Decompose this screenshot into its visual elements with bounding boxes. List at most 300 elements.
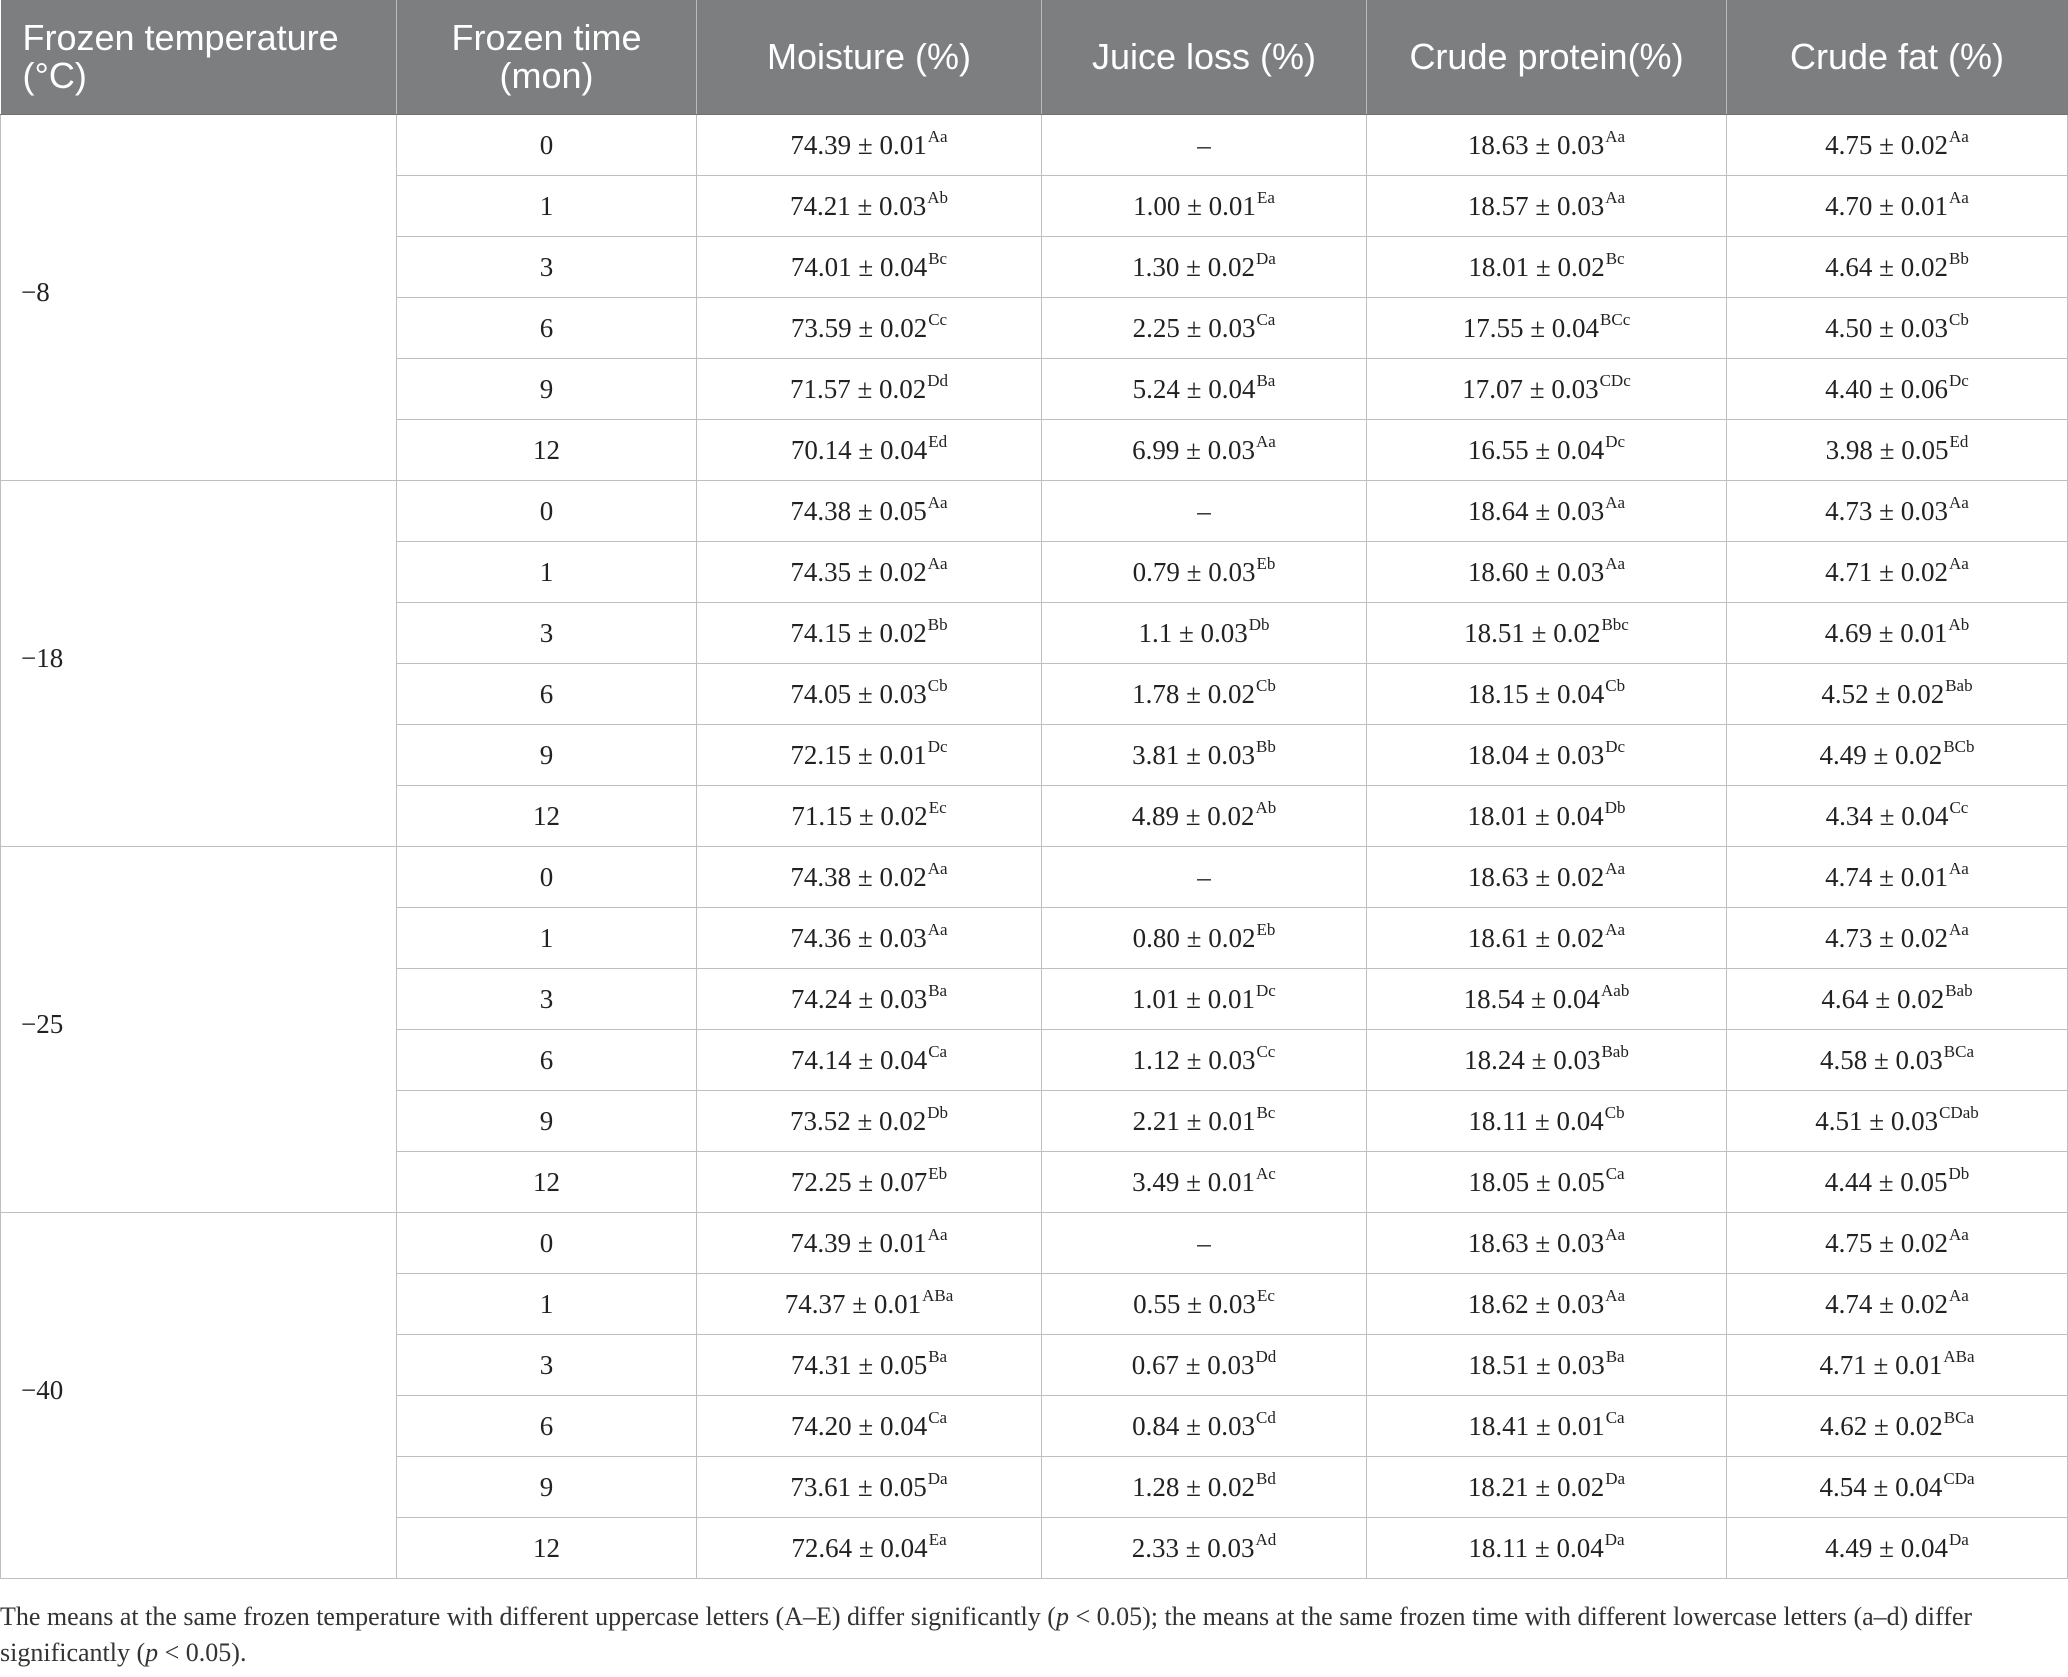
- significance-superscript: BCa: [1943, 1407, 1975, 1427]
- crude-fat-cell: [1727, 1518, 2068, 1579]
- crude-protein-cell: [1367, 1091, 1727, 1152]
- cell-value: 4.50 ± 0.03: [1825, 312, 1948, 343]
- cell-value: 4.40 ± 0.06: [1825, 373, 1948, 404]
- cell-value: 74.15 ± 0.02: [790, 617, 927, 648]
- frozen-temperature-cell: −8: [1, 115, 397, 481]
- juice-loss-cell: [1042, 1152, 1367, 1213]
- frozen-time-cell: 9: [397, 1457, 697, 1518]
- juice-loss-cell: [1042, 603, 1367, 664]
- juice-loss-cell: [1042, 237, 1367, 298]
- juice-loss-cell: [1042, 359, 1367, 420]
- crude-fat-cell: [1727, 237, 2068, 298]
- significance-superscript: CDc: [1599, 370, 1631, 390]
- moisture-cell: [697, 786, 1042, 847]
- significance-superscript: Ea: [928, 1529, 947, 1549]
- footnote-p-symbol: p: [145, 1638, 159, 1667]
- cell-value: 1.28 ± 0.02: [1132, 1471, 1255, 1502]
- significance-superscript: Cc: [1949, 797, 1969, 817]
- header-unit: (°C): [22, 55, 87, 96]
- significance-superscript: Da: [1949, 1529, 1969, 1549]
- significance-superscript: Dc: [1605, 431, 1626, 451]
- frozen-time-cell: 12: [397, 1518, 697, 1579]
- significance-superscript: Aa: [1949, 1285, 1969, 1305]
- cell-value: 18.57 ± 0.03: [1467, 190, 1605, 221]
- cell-value: 74.36 ± 0.03: [790, 922, 927, 953]
- juice-loss-cell: [1042, 176, 1367, 237]
- footnote-text: The means at the same frozen temperature with different uppercase letters (A–E) differ significantly (: [0, 1602, 1056, 1631]
- cell-value: 16.55 ± 0.04: [1467, 434, 1605, 465]
- frozen-time-cell: 3: [397, 969, 697, 1030]
- crude-fat-cell: [1727, 542, 2068, 603]
- header-frozen-time: [397, 0, 697, 115]
- juice-loss-cell: [1042, 664, 1367, 725]
- cell-value: 18.60 ± 0.03: [1467, 556, 1605, 587]
- cell-value: 1.00 ± 0.01: [1133, 190, 1256, 221]
- footnote-p-symbol: p: [1055, 1602, 1069, 1631]
- juice-loss-cell: [1042, 1274, 1367, 1335]
- significance-superscript: Da: [1256, 248, 1276, 268]
- cell-value: 18.01 ± 0.04: [1467, 800, 1604, 831]
- header-unit: (mon): [499, 55, 594, 96]
- cell-value: 72.64 ± 0.04: [791, 1532, 928, 1563]
- significance-superscript: BCb: [1943, 736, 1975, 756]
- table-body: [1, 115, 2068, 1579]
- significance-superscript: Aa: [1605, 126, 1626, 146]
- significance-superscript: Bc: [1256, 1102, 1276, 1122]
- cell-value: 18.01 ± 0.02: [1468, 251, 1605, 282]
- frozen-time-cell: 0: [397, 115, 697, 176]
- crude-protein-cell: [1367, 237, 1727, 298]
- significance-superscript: Aa: [927, 1224, 948, 1244]
- cell-value: 3.81 ± 0.03: [1132, 739, 1255, 770]
- crude-fat-cell: [1727, 176, 2068, 237]
- cell-value: 4.54 ± 0.04: [1819, 1471, 1943, 1502]
- frozen-temperature-cell: −25: [1, 847, 397, 1213]
- cell-value: 1.1 ± 0.03: [1138, 617, 1248, 648]
- moisture-cell: [697, 115, 1042, 176]
- cell-value: 18.51 ± 0.03: [1468, 1349, 1605, 1380]
- significance-superscript: Bc: [1605, 248, 1625, 268]
- cell-value: 0.84 ± 0.03: [1132, 1410, 1255, 1441]
- cell-value: 73.59 ± 0.02: [790, 312, 928, 343]
- cell-value: 6.99 ± 0.03: [1132, 434, 1255, 465]
- moisture-cell: [697, 664, 1042, 725]
- header-crude-protein: [1367, 0, 1727, 115]
- moisture-cell: [697, 1030, 1042, 1091]
- crude-protein-cell: [1367, 176, 1727, 237]
- moisture-cell: [697, 481, 1042, 542]
- footnote-text: < 0.05); the means at the same frozen time with different lowercase letters (a–d) differ significantly (: [0, 1602, 1973, 1667]
- significance-superscript: BCc: [1600, 309, 1631, 329]
- significance-superscript: Bb: [1948, 248, 1969, 268]
- significance-superscript: Dc: [927, 736, 948, 756]
- crude-protein-cell: [1367, 481, 1727, 542]
- cell-value: 4.74 ± 0.01: [1825, 861, 1948, 892]
- cell-value: 4.73 ± 0.03: [1825, 495, 1948, 526]
- crude-fat-cell: [1727, 1457, 2068, 1518]
- significance-superscript: Aa: [1949, 919, 1969, 939]
- frozen-time-cell: 6: [397, 1396, 697, 1457]
- cell-value: 4.51 ± 0.03: [1815, 1105, 1939, 1136]
- crude-fat-cell: [1727, 1396, 2068, 1457]
- frozen-time-cell: 9: [397, 1091, 697, 1152]
- significance-superscript: Eb: [928, 1163, 948, 1183]
- header-label: Crude fat (%): [1789, 36, 2005, 77]
- juice-loss-cell: [1042, 847, 1367, 908]
- significance-superscript: CDa: [1943, 1468, 1975, 1488]
- crude-protein-cell: [1367, 603, 1727, 664]
- frozen-time-cell: 9: [397, 359, 697, 420]
- crude-fat-cell: [1727, 725, 2068, 786]
- significance-superscript: Aa: [927, 492, 948, 512]
- crude-fat-cell: [1727, 603, 2068, 664]
- frozen-time-cell: 0: [397, 1213, 697, 1274]
- crude-fat-cell: [1727, 115, 2068, 176]
- cell-value: 3.49 ± 0.01: [1132, 1166, 1255, 1197]
- table-footnote: [0, 1599, 2060, 1671]
- cell-value: 74.31 ± 0.05: [790, 1349, 928, 1380]
- moisture-cell: [697, 542, 1042, 603]
- significance-superscript: Bab: [1945, 980, 1973, 1000]
- significance-superscript: Ad: [1255, 1529, 1277, 1549]
- significance-superscript: Aa: [1605, 919, 1626, 939]
- cell-value: 1.12 ± 0.03: [1132, 1044, 1256, 1075]
- moisture-cell: [697, 725, 1042, 786]
- crude-protein-cell: [1367, 664, 1727, 725]
- crude-fat-cell: [1727, 481, 2068, 542]
- significance-superscript: Aa: [1256, 431, 1276, 451]
- cell-value: 18.61 ± 0.02: [1467, 922, 1605, 953]
- frozen-temperature-cell: −40: [1, 1213, 397, 1579]
- frozen-time-cell: 1: [397, 1274, 697, 1335]
- significance-superscript: Db: [1248, 614, 1270, 634]
- significance-superscript: Ba: [928, 1346, 948, 1366]
- significance-superscript: Cb: [927, 675, 948, 695]
- juice-loss-cell: [1042, 908, 1367, 969]
- cell-value: 1.78 ± 0.02: [1132, 678, 1255, 709]
- frozen-time-cell: 12: [397, 420, 697, 481]
- table-header: [1, 0, 2068, 115]
- significance-superscript: Aa: [927, 858, 948, 878]
- cell-value: 74.21 ± 0.03: [789, 190, 927, 221]
- cell-value: 4.74 ± 0.02: [1825, 1288, 1948, 1319]
- frozen-time-cell: 0: [397, 847, 697, 908]
- cell-value: 4.64 ± 0.02: [1825, 251, 1948, 282]
- frozen-time-cell: 6: [397, 1030, 697, 1091]
- cell-value: 74.14 ± 0.04: [790, 1044, 928, 1075]
- crude-protein-cell: [1367, 847, 1727, 908]
- moisture-cell: [697, 1274, 1042, 1335]
- cell-value: 0.80 ± 0.02: [1132, 922, 1256, 953]
- frozen-time-cell: 0: [397, 481, 697, 542]
- cell-value: 2.21 ± 0.01: [1132, 1105, 1256, 1136]
- crude-protein-cell: [1367, 1457, 1727, 1518]
- moisture-cell: [697, 420, 1042, 481]
- header-moisture: [697, 0, 1042, 115]
- significance-superscript: Cd: [1255, 1407, 1276, 1427]
- significance-superscript: ABa: [922, 1285, 954, 1305]
- cell-value: 2.25 ± 0.03: [1132, 312, 1256, 343]
- cell-value: 4.71 ± 0.02: [1825, 556, 1948, 587]
- crude-protein-cell: [1367, 1152, 1727, 1213]
- crude-protein-cell: [1367, 969, 1727, 1030]
- significance-superscript: Ba: [1605, 1346, 1625, 1366]
- crude-fat-cell: [1727, 847, 2068, 908]
- cell-value: 18.63 ± 0.03: [1467, 129, 1605, 160]
- cell-value: 4.58 ± 0.03: [1819, 1044, 1943, 1075]
- significance-superscript: Cc: [1256, 1041, 1276, 1061]
- frozen-temperature-cell: −18: [1, 481, 397, 847]
- cell-value: 17.55 ± 0.04: [1462, 312, 1600, 343]
- significance-superscript: Ac: [1256, 1163, 1276, 1183]
- cell-value: 18.41 ± 0.01: [1468, 1410, 1605, 1441]
- cell-value: 18.54 ± 0.04: [1463, 983, 1600, 1014]
- juice-loss-cell: [1042, 1335, 1367, 1396]
- crude-protein-cell: [1367, 115, 1727, 176]
- juice-loss-cell: [1042, 1030, 1367, 1091]
- header-juice-loss: [1042, 0, 1367, 115]
- juice-loss-cell: [1042, 298, 1367, 359]
- moisture-cell: [697, 908, 1042, 969]
- cell-value: 0.79 ± 0.03: [1132, 556, 1256, 587]
- significance-superscript: Dd: [927, 370, 949, 390]
- frozen-time-cell: 3: [397, 603, 697, 664]
- significance-superscript: Aa: [1949, 492, 1969, 512]
- significance-superscript: Bbc: [1601, 614, 1629, 634]
- frozen-time-cell: 9: [397, 725, 697, 786]
- cell-value: 18.05 ± 0.05: [1468, 1166, 1605, 1197]
- juice-loss-cell: [1042, 1457, 1367, 1518]
- cell-value: 4.89 ± 0.02: [1131, 800, 1255, 831]
- cell-value: 18.62 ± 0.03: [1467, 1288, 1605, 1319]
- significance-superscript: Ab: [1948, 614, 1970, 634]
- cell-value: –: [1197, 1227, 1211, 1258]
- cell-value: 74.39 ± 0.01: [790, 129, 927, 160]
- cell-value: –: [1197, 861, 1211, 892]
- significance-superscript: Bab: [1945, 675, 1973, 695]
- cell-value: 18.15 ± 0.04: [1467, 678, 1605, 709]
- moisture-cell: [697, 176, 1042, 237]
- frozen-time-cell: 6: [397, 298, 697, 359]
- cell-value: 4.70 ± 0.01: [1825, 190, 1948, 221]
- significance-superscript: Aa: [927, 126, 948, 146]
- cell-value: 0.67 ± 0.03: [1131, 1349, 1255, 1380]
- cell-value: 74.39 ± 0.01: [790, 1227, 927, 1258]
- moisture-cell: [697, 1396, 1042, 1457]
- crude-fat-cell: [1727, 298, 2068, 359]
- significance-superscript: ABa: [1943, 1346, 1975, 1366]
- significance-superscript: Cb: [1255, 675, 1276, 695]
- cell-value: 4.44 ± 0.05: [1824, 1166, 1948, 1197]
- significance-superscript: Bb: [927, 614, 948, 634]
- significance-superscript: Dc: [1949, 370, 1969, 390]
- cell-value: 18.24 ± 0.03: [1464, 1044, 1601, 1075]
- moisture-cell: [697, 603, 1042, 664]
- cell-value: 18.64 ± 0.03: [1467, 495, 1605, 526]
- cell-value: 70.14 ± 0.04: [790, 434, 928, 465]
- crude-fat-cell: [1727, 664, 2068, 725]
- frozen-time-cell: 6: [397, 664, 697, 725]
- crude-fat-cell: [1727, 359, 2068, 420]
- juice-loss-cell: [1042, 1518, 1367, 1579]
- cell-value: 4.34 ± 0.04: [1825, 800, 1949, 831]
- crude-fat-cell: [1727, 1091, 2068, 1152]
- crude-protein-cell: [1367, 1274, 1727, 1335]
- cell-value: 5.24 ± 0.04: [1132, 373, 1256, 404]
- cell-value: 18.63 ± 0.03: [1467, 1227, 1605, 1258]
- significance-superscript: Ca: [928, 1407, 948, 1427]
- frozen-time-cell: 3: [397, 237, 697, 298]
- cell-value: 4.75 ± 0.02: [1825, 129, 1948, 160]
- significance-superscript: Ed: [928, 431, 948, 451]
- cell-value: 4.73 ± 0.02: [1825, 922, 1948, 953]
- cell-value: 1.01 ± 0.01: [1132, 983, 1255, 1014]
- significance-superscript: Da: [1605, 1468, 1626, 1488]
- significance-superscript: Aa: [927, 919, 948, 939]
- significance-superscript: Ec: [1256, 1285, 1275, 1305]
- cell-value: 74.01 ± 0.04: [790, 251, 928, 282]
- significance-superscript: Aa: [927, 553, 948, 573]
- crude-fat-cell: [1727, 969, 2068, 1030]
- cell-value: 74.20 ± 0.04: [790, 1410, 928, 1441]
- significance-superscript: Ba: [928, 980, 948, 1000]
- crude-protein-cell: [1367, 908, 1727, 969]
- significance-superscript: Ab: [927, 187, 949, 207]
- crude-fat-cell: [1727, 786, 2068, 847]
- frozen-time-cell: 3: [397, 1335, 697, 1396]
- significance-superscript: Ba: [1256, 370, 1276, 390]
- significance-superscript: Ca: [1256, 309, 1276, 329]
- significance-superscript: Aa: [1949, 187, 1969, 207]
- frozen-time-cell: 1: [397, 908, 697, 969]
- juice-loss-cell: [1042, 481, 1367, 542]
- cell-value: –: [1197, 495, 1211, 526]
- cell-value: 1.30 ± 0.02: [1132, 251, 1255, 282]
- juice-loss-cell: [1042, 542, 1367, 603]
- significance-superscript: Ca: [928, 1041, 948, 1061]
- cell-value: 73.52 ± 0.02: [789, 1105, 927, 1136]
- crude-fat-cell: [1727, 1274, 2068, 1335]
- juice-loss-cell: [1042, 1213, 1367, 1274]
- significance-superscript: Ab: [1255, 797, 1277, 817]
- significance-superscript: Aa: [1605, 1224, 1626, 1244]
- cell-value: 4.49 ± 0.04: [1825, 1532, 1948, 1563]
- header-row: [1, 0, 2068, 115]
- moisture-cell: [697, 1518, 1042, 1579]
- juice-loss-cell: [1042, 969, 1367, 1030]
- crude-fat-cell: [1727, 1152, 2068, 1213]
- cell-value: 3.98 ± 0.05: [1825, 434, 1949, 465]
- moisture-cell: [697, 1335, 1042, 1396]
- significance-superscript: Ea: [1256, 187, 1275, 207]
- table-row: [1, 481, 2068, 542]
- significance-superscript: Bd: [1255, 1468, 1276, 1488]
- table-row: [1, 847, 2068, 908]
- moisture-cell: [697, 1091, 1042, 1152]
- juice-loss-cell: [1042, 786, 1367, 847]
- crude-protein-cell: [1367, 1518, 1727, 1579]
- moisture-cell: [697, 969, 1042, 1030]
- crude-protein-cell: [1367, 359, 1727, 420]
- moisture-cell: [697, 237, 1042, 298]
- footnote-text: < 0.05).: [158, 1638, 247, 1667]
- crude-protein-cell: [1367, 1030, 1727, 1091]
- significance-superscript: Aa: [1605, 492, 1626, 512]
- significance-superscript: Bab: [1601, 1041, 1629, 1061]
- cell-value: 4.52 ± 0.02: [1821, 678, 1945, 709]
- cell-value: 74.05 ± 0.03: [790, 678, 927, 709]
- crude-fat-cell: [1727, 1213, 2068, 1274]
- header-label: Juice loss (%): [1091, 36, 1317, 77]
- crude-protein-cell: [1367, 1396, 1727, 1457]
- cell-value: 18.11 ± 0.04: [1468, 1105, 1604, 1136]
- cell-value: 72.25 ± 0.07: [790, 1166, 928, 1197]
- crude-protein-cell: [1367, 420, 1727, 481]
- significance-superscript: Cb: [1605, 675, 1626, 695]
- moisture-cell: [697, 1213, 1042, 1274]
- significance-superscript: Dc: [1256, 980, 1276, 1000]
- cell-value: –: [1197, 129, 1211, 160]
- cell-value: 74.24 ± 0.03: [790, 983, 928, 1014]
- moisture-cell: [697, 1457, 1042, 1518]
- significance-superscript: Aab: [1601, 980, 1630, 1000]
- significance-superscript: BCa: [1943, 1041, 1975, 1061]
- moisture-cell: [697, 359, 1042, 420]
- significance-superscript: Dc: [1605, 736, 1626, 756]
- significance-superscript: Aa: [1605, 858, 1626, 878]
- cell-value: 17.07 ± 0.03: [1462, 373, 1599, 404]
- cell-value: 4.62 ± 0.02: [1819, 1410, 1943, 1441]
- table-row: [1, 1213, 2068, 1274]
- significance-superscript: Cb: [1604, 1102, 1625, 1122]
- juice-loss-cell: [1042, 725, 1367, 786]
- significance-superscript: Bb: [1255, 736, 1276, 756]
- significance-superscript: CDab: [1939, 1102, 1979, 1122]
- significance-superscript: Bc: [928, 248, 948, 268]
- header-label: Moisture (%): [766, 36, 972, 77]
- significance-superscript: Aa: [1949, 858, 1969, 878]
- cell-value: 74.37 ± 0.01: [784, 1288, 922, 1319]
- cell-value: 4.75 ± 0.02: [1825, 1227, 1948, 1258]
- moisture-cell: [697, 1152, 1042, 1213]
- crude-fat-cell: [1727, 1030, 2068, 1091]
- header-crude-fat: [1727, 0, 2068, 115]
- frozen-time-cell: 12: [397, 1152, 697, 1213]
- crude-fat-cell: [1727, 420, 2068, 481]
- significance-superscript: Aa: [1605, 1285, 1626, 1305]
- cell-value: 4.49 ± 0.02: [1819, 739, 1943, 770]
- crude-protein-cell: [1367, 542, 1727, 603]
- significance-superscript: Aa: [1949, 126, 1969, 146]
- cell-value: 18.51 ± 0.02: [1464, 617, 1601, 648]
- juice-loss-cell: [1042, 420, 1367, 481]
- significance-superscript: Da: [927, 1468, 948, 1488]
- crude-protein-cell: [1367, 1213, 1727, 1274]
- cell-value: 2.33 ± 0.03: [1131, 1532, 1255, 1563]
- significance-superscript: Aa: [1605, 553, 1626, 573]
- significance-superscript: Ec: [928, 797, 947, 817]
- significance-superscript: Eb: [1256, 553, 1276, 573]
- significance-superscript: Dd: [1255, 1346, 1277, 1366]
- significance-superscript: Ca: [1605, 1407, 1625, 1427]
- cell-value: 4.71 ± 0.01: [1819, 1349, 1943, 1380]
- cell-value: 0.55 ± 0.03: [1133, 1288, 1256, 1319]
- frozen-time-cell: 12: [397, 786, 697, 847]
- significance-superscript: Da: [1604, 1529, 1625, 1549]
- cell-value: 18.21 ± 0.02: [1467, 1471, 1605, 1502]
- significance-superscript: Db: [1604, 797, 1626, 817]
- crude-fat-cell: [1727, 908, 2068, 969]
